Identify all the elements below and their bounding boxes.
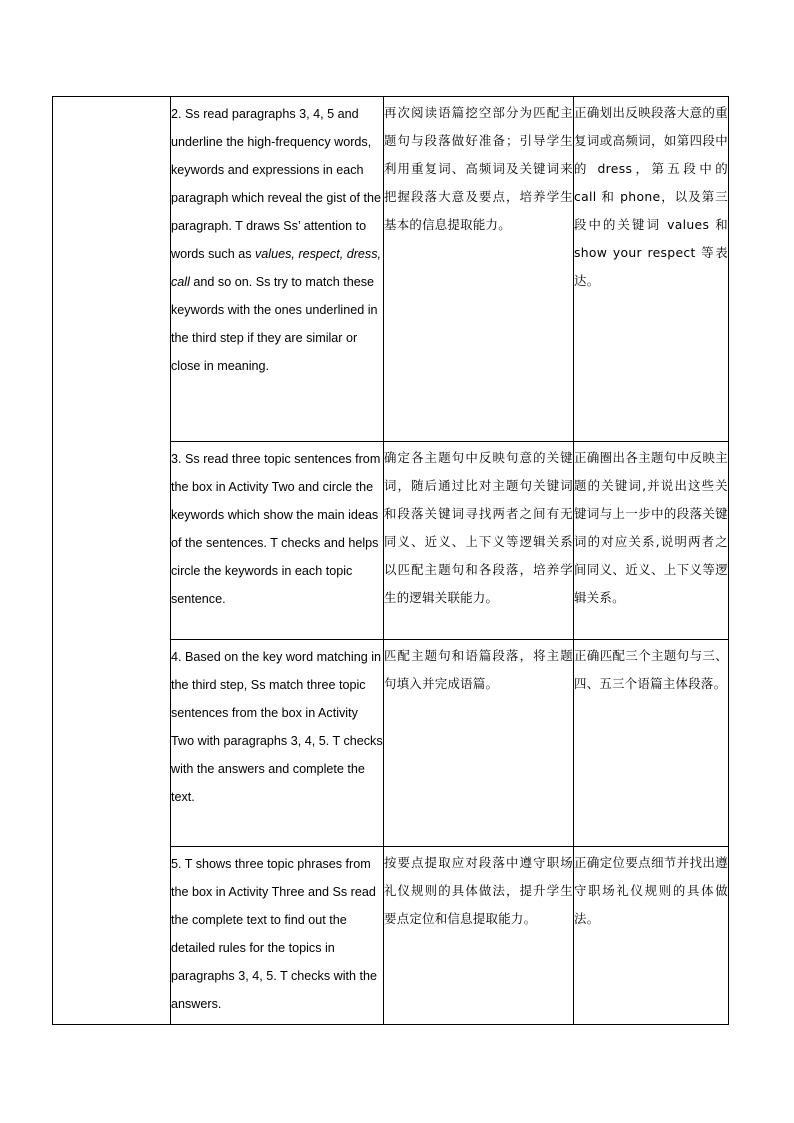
lesson-plan-table [52,96,729,1025]
purpose-cell: 确定各主题句中反映句意的关键词，随后通过比对主题句关键词和段落关键词寻找两者之间有无同义、近义、上下义等逻辑关系以匹配主题句和各段落，培养学生的逻辑关联能力。 [384,442,574,640]
step-cell: 3. Ss read three topic sentences from the box in Activity Two and circle the keywords which show the main ideas of the sentences. T checks and helps circle the keywords in each topic sentence. [171,442,384,640]
table-row [53,97,729,442]
stage-cell [53,97,171,1025]
italic-keywords: values, respect, dress, call [171,247,381,289]
step-cell: 2. Ss read paragraphs 3, 4, 5 and underline the high-frequency words, keywords and expressions in each paragraph which reveal the gist of the paragraph. T draws Ss’ attention to words such as values, respect, dress, call and so on. Ss try to match these keywords with the ones underlined in the third step if they are similar or close in meaning. [171,97,384,442]
evaluation-cell: 正确圈出各主题句中反映主题的关键词,并说出这些关键词与上一步中的段落关键词的对应关系,说明两者之间同义、近义、上下义等逻辑关系。 [574,442,729,640]
purpose-cell: 匹配主题句和语篇段落，将主题句填入并完成语篇。 [384,640,574,847]
purpose-cell: 按要点提取应对段落中遵守职场礼仪规则的具体做法，提升学生要点定位和信息提取能力。 [384,847,574,1025]
purpose-cell: 再次阅读语篇挖空部分为匹配主题句与段落做好准备；引导学生利用重复词、高频词及关键词来把握段落大意及要点，培养学生基本的信息提取能力。 [384,97,574,442]
evaluation-cell: 正确定位要点细节并找出遵守职场礼仪规则的具体做法。 [574,847,729,1025]
step-cell: 5. T shows three topic phrases from the box in Activity Three and Ss read the complete text to find out the detailed rules for the topics in paragraphs 3, 4, 5. T checks with the answers. [171,847,384,1025]
evaluation-cell: 正确匹配三个主题句与三、四、五三个语篇主体段落。 [574,640,729,847]
evaluation-cell: 正确划出反映段落大意的重复词或高频词，如第四段中的 dress，第五段中的 call 和 phone，以及第三段中的关键词 values 和 show your respect 等表达。 [574,97,729,442]
step-cell: 4. Based on the key word matching in the third step, Ss match three topic sentences from the box in Activity Two with paragraphs 3, 4, 5. T checks with the answers and complete the text. [171,640,384,847]
